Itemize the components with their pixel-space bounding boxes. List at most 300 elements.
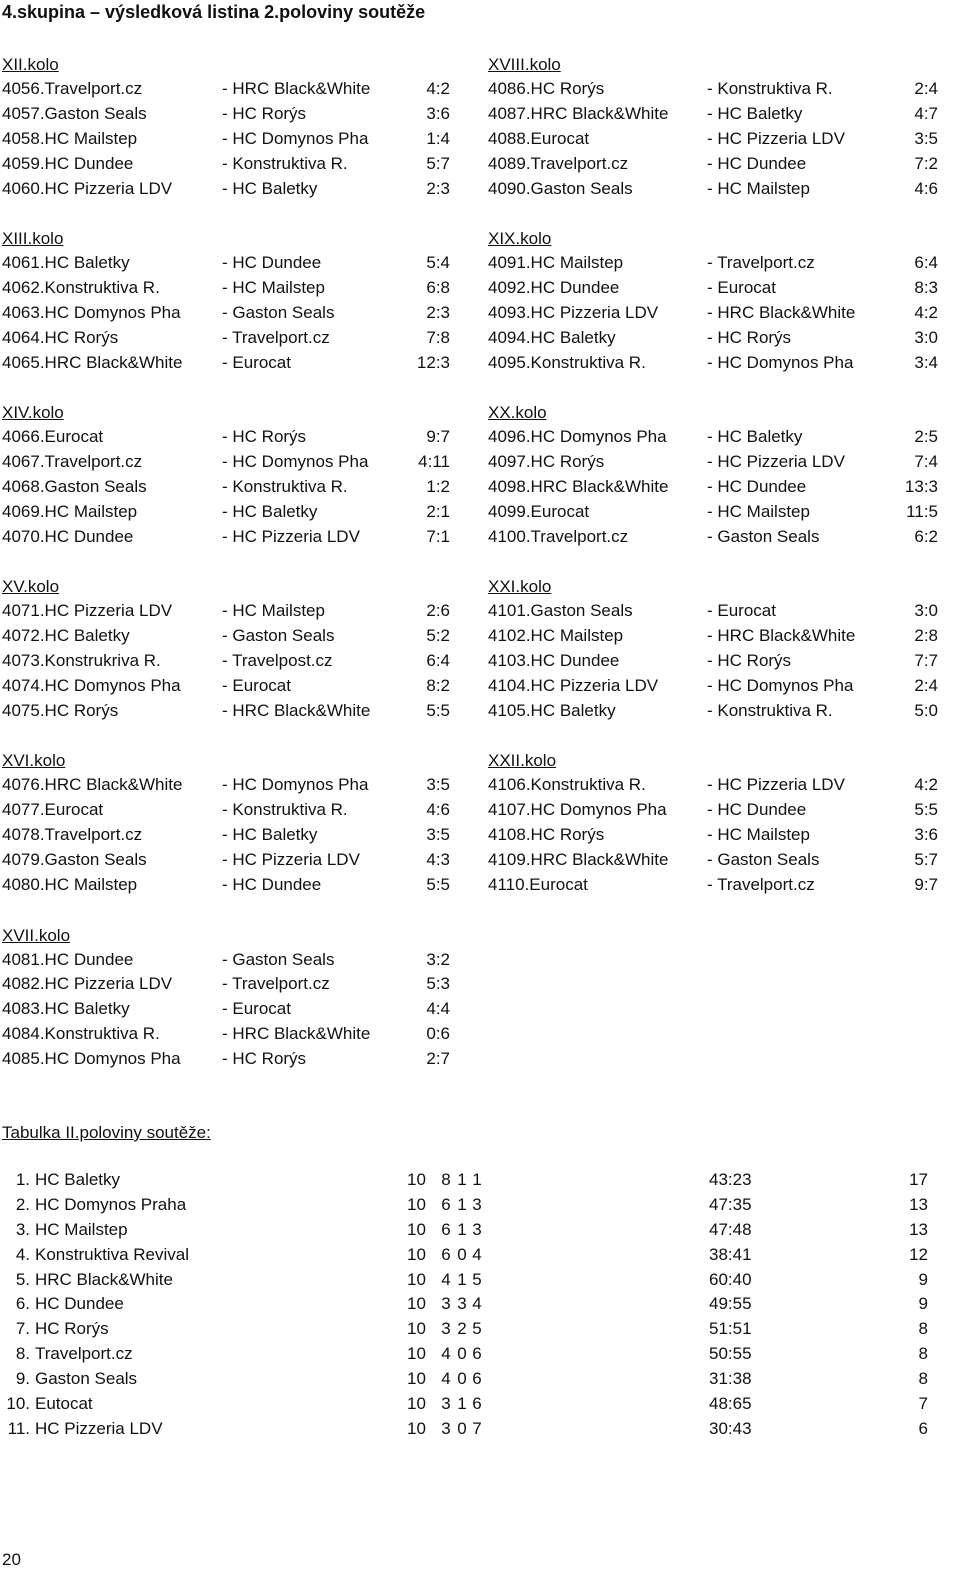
- match-row: [2, 997, 462, 1022]
- match-score: 3:0: [914, 601, 938, 621]
- home-team: 4096.HC Domynos Pha: [488, 427, 667, 447]
- away-team: - HC Rorýs: [707, 327, 792, 347]
- match-row: [2, 475, 462, 500]
- match-row: [2, 873, 462, 898]
- points: 13: [909, 1194, 928, 1214]
- losses: 1: [472, 1170, 482, 1189]
- match-row: [488, 599, 948, 624]
- standings-row: [0, 1367, 945, 1392]
- away-team: - Eurocat: [707, 277, 776, 297]
- home-team: 4070.HC Dundee: [2, 526, 134, 546]
- match-score: 3:6: [426, 103, 450, 123]
- match-score: 3:4: [914, 352, 938, 372]
- standings-row: [0, 1168, 945, 1193]
- match-row: [488, 674, 948, 699]
- away-team: - HRC Black&White: [222, 1024, 371, 1044]
- match-row: [488, 699, 948, 724]
- match-row: [488, 425, 948, 450]
- match-score: 3:5: [914, 128, 938, 148]
- away-team: - Konstruktiva R.: [222, 476, 348, 496]
- points: 8: [918, 1369, 928, 1389]
- wins: 4: [441, 1369, 451, 1389]
- home-team: 4106.Konstruktiva R.: [488, 775, 646, 795]
- games-played: 10: [407, 1418, 426, 1438]
- away-team: - HC Mailstep: [222, 277, 325, 297]
- match-row: [488, 251, 948, 276]
- match-row: [488, 77, 948, 102]
- home-team: 4090.Gaston Seals: [488, 178, 633, 198]
- away-team: - Eurocat: [707, 601, 776, 621]
- match-score: 2:8: [914, 626, 938, 646]
- away-team: - HC Rorýs: [707, 651, 792, 671]
- standings-row: [0, 1243, 945, 1268]
- home-team: 4088.Eurocat: [488, 128, 590, 148]
- match-score: 3:5: [426, 825, 450, 845]
- match-score: 2:6: [426, 601, 450, 621]
- match-row: [2, 102, 462, 127]
- match-score: 0:6: [426, 1024, 450, 1044]
- home-team: 4065.HRC Black&White: [2, 352, 183, 372]
- standings-row: [0, 1317, 945, 1342]
- home-team: 4100.Travelport.cz: [488, 526, 629, 546]
- match-row: [2, 450, 462, 475]
- away-team: - HC Baletky: [222, 501, 318, 521]
- home-team: 4083.HC Baletky: [2, 999, 130, 1019]
- match-score: 4:4: [426, 999, 450, 1019]
- match-score: 8:2: [426, 675, 450, 695]
- match-score: 4:7: [914, 103, 938, 123]
- home-team: 4066.Eurocat: [2, 427, 104, 447]
- points: 9: [918, 1294, 928, 1314]
- round-block: [488, 226, 948, 375]
- draws: 0: [457, 1369, 467, 1389]
- draws: 0: [457, 1418, 467, 1438]
- match-row: [488, 102, 948, 127]
- away-team: - HC Rorýs: [222, 427, 307, 447]
- match-row: [488, 525, 948, 550]
- match-score: 3:0: [914, 327, 938, 347]
- match-row: [2, 77, 462, 102]
- match-score: 6:4: [914, 253, 938, 273]
- draws: 1: [457, 1194, 467, 1214]
- rank: 2.: [15, 1194, 30, 1214]
- games-played: 10: [407, 1269, 426, 1289]
- round-block: [488, 52, 948, 201]
- away-team: - HC Rorýs: [222, 103, 307, 123]
- home-team: 4058.HC Mailstep: [2, 128, 138, 148]
- points: 17: [909, 1170, 928, 1189]
- round-block: [2, 400, 462, 549]
- match-row: [2, 425, 462, 450]
- match-row: [2, 351, 462, 376]
- match-score: 12:3: [416, 352, 450, 372]
- match-score: 9:7: [426, 427, 450, 447]
- home-team: 4074.HC Domynos Pha: [2, 675, 181, 695]
- match-score: 4:11: [418, 452, 450, 472]
- round-label: XVII.kolo: [2, 925, 71, 945]
- away-team: - HC Dundee: [707, 800, 807, 820]
- away-team: - Gaston Seals: [222, 949, 335, 969]
- match-score: 1:2: [426, 476, 450, 496]
- match-score: 5:4: [426, 253, 450, 273]
- away-team: - HC Mailstep: [222, 601, 325, 621]
- home-team: 4063.HC Domynos Pha: [2, 302, 181, 322]
- team-name: HC Mailstep: [35, 1219, 128, 1239]
- away-team: - Eurocat: [222, 675, 291, 695]
- home-team: 4082.HC Pizzeria LDV: [2, 974, 173, 994]
- match-row: [2, 251, 462, 276]
- match-score: 4:2: [914, 302, 938, 322]
- goal-score: 51:51: [709, 1319, 752, 1339]
- losses: 3: [472, 1219, 482, 1239]
- away-team: - HC Baletky: [222, 825, 318, 845]
- match-row: [488, 848, 948, 873]
- rank: 9.: [15, 1369, 30, 1389]
- away-team: - Travelport.cz: [707, 253, 815, 273]
- away-team: - Gaston Seals: [222, 302, 335, 322]
- match-row: [2, 127, 462, 152]
- home-team: 4098.HRC Black&White: [488, 476, 669, 496]
- wins: 3: [441, 1319, 451, 1339]
- away-team: - Gaston Seals: [707, 526, 820, 546]
- match-row: [2, 525, 462, 550]
- match-score: 7:8: [426, 327, 450, 347]
- losses: 6: [472, 1394, 482, 1414]
- match-row: [488, 773, 948, 798]
- match-score: 6:8: [426, 277, 450, 297]
- draws: 3: [457, 1294, 467, 1314]
- match-row: [2, 773, 462, 798]
- match-score: 1:4: [426, 128, 450, 148]
- match-score: 9:7: [914, 874, 938, 894]
- points: 6: [918, 1418, 928, 1438]
- match-row: [2, 848, 462, 873]
- match-score: 3:5: [426, 775, 450, 795]
- home-team: 4072.HC Baletky: [2, 626, 130, 646]
- away-team: - HC Domynos Pha: [222, 128, 369, 148]
- rank: 4.: [15, 1244, 30, 1264]
- away-team: - HC Dundee: [222, 253, 322, 273]
- home-team: 4073.Konstrukriva R.: [2, 651, 161, 671]
- away-team: - Eurocat: [222, 352, 291, 372]
- team-name: Travelport.cz: [35, 1344, 133, 1364]
- away-team: - HC Domynos Pha: [222, 775, 369, 795]
- home-team: 4107.HC Domynos Pha: [488, 800, 667, 820]
- home-team: 4084.Konstruktiva R.: [2, 1024, 160, 1044]
- match-score: 2:3: [426, 302, 450, 322]
- losses: 4: [472, 1244, 482, 1264]
- home-team: 4104.HC Pizzeria LDV: [488, 675, 659, 695]
- goal-score: 48:65: [709, 1394, 752, 1414]
- match-row: [2, 599, 462, 624]
- team-name: Eutocat: [35, 1394, 93, 1414]
- home-team: 4077.Eurocat: [2, 800, 104, 820]
- home-team: 4061.HC Baletky: [2, 253, 130, 273]
- points: 8: [918, 1319, 928, 1339]
- home-team: 4101.Gaston Seals: [488, 601, 633, 621]
- games-played: 10: [407, 1369, 426, 1389]
- wins: 4: [441, 1344, 451, 1364]
- round-label: XIV.kolo: [2, 403, 64, 423]
- home-team: 4069.HC Mailstep: [2, 501, 138, 521]
- match-row: [488, 873, 948, 898]
- wins: 3: [441, 1394, 451, 1414]
- goal-score: 31:38: [709, 1369, 752, 1389]
- match-row: [2, 699, 462, 724]
- away-team: - HC Rorýs: [222, 1049, 307, 1069]
- match-row: [2, 276, 462, 301]
- rank: 10.: [6, 1394, 30, 1414]
- away-team: - HC Pizzeria LDV: [222, 850, 360, 870]
- match-score: 2:5: [914, 427, 938, 447]
- away-team: - HC Dundee: [707, 153, 807, 173]
- page-number: 20: [2, 1550, 21, 1569]
- away-team: - HC Dundee: [222, 874, 322, 894]
- match-row: [488, 500, 948, 525]
- away-team: - Travelpost.cz: [222, 651, 333, 671]
- match-row: [2, 674, 462, 699]
- away-team: - HC Mailstep: [707, 501, 810, 521]
- match-score: 5:5: [426, 874, 450, 894]
- away-team: - Gaston Seals: [707, 850, 820, 870]
- match-row: [488, 351, 948, 376]
- home-team: 4095.Konstruktiva R.: [488, 352, 646, 372]
- games-played: 10: [407, 1319, 426, 1339]
- wins: 6: [441, 1194, 451, 1214]
- match-row: [488, 624, 948, 649]
- match-score: 4:2: [426, 79, 450, 98]
- games-played: 10: [407, 1170, 426, 1189]
- rank: 6.: [15, 1294, 30, 1314]
- away-team: - HC Pizzeria LDV: [707, 452, 845, 472]
- losses: 5: [472, 1269, 482, 1289]
- home-team: 4089.Travelport.cz: [488, 153, 629, 173]
- team-name: HC Pizzeria LDV: [35, 1418, 163, 1438]
- rank: 5.: [15, 1269, 30, 1289]
- match-row: [488, 823, 948, 848]
- match-row: [2, 972, 462, 997]
- match-score: 3:6: [914, 825, 938, 845]
- points: 7: [918, 1394, 928, 1414]
- away-team: - HC Domynos Pha: [707, 352, 854, 372]
- match-score: 13:3: [904, 476, 938, 496]
- away-team: - HC Domynos Pha: [222, 452, 369, 472]
- draws: 1: [457, 1394, 467, 1414]
- home-team: 4075.HC Rorýs: [2, 700, 119, 720]
- match-score: 2:7: [426, 1049, 450, 1069]
- match-score: 5:7: [426, 153, 450, 173]
- home-team: 4086.HC Rorýs: [488, 79, 605, 98]
- points: 9: [918, 1269, 928, 1289]
- standings-table: [0, 1168, 945, 1442]
- home-team: 4060.HC Pizzeria LDV: [2, 178, 173, 198]
- home-team: 4102.HC Mailstep: [488, 626, 624, 646]
- games-played: 10: [407, 1394, 426, 1414]
- round-block: [2, 52, 462, 201]
- match-row: [2, 1022, 462, 1047]
- away-team: - HRC Black&White: [222, 700, 371, 720]
- home-team: 4071.HC Pizzeria LDV: [2, 601, 173, 621]
- home-team: 4062.Konstruktiva R.: [2, 277, 160, 297]
- home-team: 4068.Gaston Seals: [2, 476, 147, 496]
- match-row: [488, 475, 948, 500]
- home-team: 4103.HC Dundee: [488, 651, 620, 671]
- standings-row: [0, 1417, 945, 1442]
- away-team: - Konstruktiva R.: [707, 700, 833, 720]
- match-row: [488, 798, 948, 823]
- away-team: - HRC Black&White: [707, 302, 856, 322]
- match-row: [2, 177, 462, 202]
- rank: 8.: [15, 1344, 30, 1364]
- goal-score: 38:41: [709, 1244, 752, 1264]
- match-score: 7:1: [426, 526, 450, 546]
- losses: 6: [472, 1369, 482, 1389]
- wins: 3: [441, 1294, 451, 1314]
- goal-score: 30:43: [709, 1418, 752, 1438]
- points: 12: [909, 1244, 928, 1264]
- away-team: - HC Domynos Pha: [707, 675, 854, 695]
- match-row: [488, 127, 948, 152]
- losses: 5: [472, 1319, 482, 1339]
- match-score: 8:3: [914, 277, 938, 297]
- match-row: [488, 152, 948, 177]
- match-score: 7:4: [914, 452, 938, 472]
- rank: 7.: [15, 1319, 30, 1339]
- home-team: 4078.Travelport.cz: [2, 825, 143, 845]
- goal-score: 49:55: [709, 1294, 752, 1314]
- match-score: 5:5: [914, 800, 938, 820]
- match-score: 5:0: [914, 700, 938, 720]
- match-row: [2, 948, 462, 973]
- home-team: 4091.HC Mailstep: [488, 253, 624, 273]
- match-score: 2:4: [914, 675, 938, 695]
- match-row: [2, 500, 462, 525]
- round-block: [488, 748, 948, 897]
- losses: 7: [472, 1418, 482, 1438]
- away-team: - Travelport.cz: [222, 974, 330, 994]
- wins: 3: [441, 1418, 451, 1438]
- games-played: 10: [407, 1294, 426, 1314]
- team-name: Gaston Seals: [35, 1369, 138, 1389]
- home-team: 4064.HC Rorýs: [2, 327, 119, 347]
- match-score: 5:5: [426, 700, 450, 720]
- match-score: 4:6: [426, 800, 450, 820]
- standings-row: [0, 1392, 945, 1417]
- goal-score: 50:55: [709, 1344, 752, 1364]
- wins: 8: [441, 1170, 451, 1189]
- away-team: - HC Pizzeria LDV: [222, 526, 360, 546]
- goal-score: 47:48: [709, 1219, 752, 1239]
- home-team: 4076.HRC Black&White: [2, 775, 183, 795]
- match-score: 2:4: [914, 79, 938, 98]
- draws: 2: [457, 1319, 467, 1339]
- round-block: [488, 574, 948, 723]
- wins: 4: [441, 1269, 451, 1289]
- home-team: 4085.HC Domynos Pha: [2, 1049, 181, 1069]
- home-team: 4067.Travelport.cz: [2, 452, 143, 472]
- away-team: - Konstruktiva R.: [222, 800, 348, 820]
- match-score: 4:3: [426, 850, 450, 870]
- home-team: 4056.Travelport.cz: [2, 79, 143, 98]
- draws: 0: [457, 1244, 467, 1264]
- match-row: [2, 823, 462, 848]
- away-team: - HC Baletky: [707, 427, 803, 447]
- team-name: HC Domynos Praha: [35, 1194, 187, 1214]
- match-row: [488, 301, 948, 326]
- losses: 4: [472, 1294, 482, 1314]
- home-team: 4105.HC Baletky: [488, 700, 616, 720]
- page-title: 4.skupina – výsledková listina 2.poloviny soutěže: [2, 2, 426, 22]
- round-block: [2, 574, 462, 723]
- match-row: [2, 798, 462, 823]
- home-team: 4059.HC Dundee: [2, 153, 134, 173]
- goal-score: 43:23: [709, 1170, 752, 1189]
- draws: 1: [457, 1170, 467, 1189]
- home-team: 4087.HRC Black&White: [488, 103, 669, 123]
- match-score: 2:3: [426, 178, 450, 198]
- match-row: [2, 301, 462, 326]
- points: 13: [909, 1219, 928, 1239]
- away-team: - Konstruktiva R.: [222, 153, 348, 173]
- losses: 3: [472, 1194, 482, 1214]
- round-label: XX.kolo: [488, 403, 547, 423]
- round-block: [2, 923, 462, 1072]
- away-team: - Travelport.cz: [222, 327, 330, 347]
- match-row: [2, 326, 462, 351]
- away-team: - HC Baletky: [707, 103, 803, 123]
- games-played: 10: [407, 1219, 426, 1239]
- team-name: Konstruktiva Revival: [35, 1244, 190, 1264]
- games-played: 10: [407, 1194, 426, 1214]
- round-label: XVI.kolo: [2, 751, 66, 771]
- goal-score: 47:35: [709, 1194, 752, 1214]
- match-row: [2, 152, 462, 177]
- round-label: XXI.kolo: [488, 577, 552, 597]
- standings-row: [0, 1342, 945, 1367]
- home-team: 4080.HC Mailstep: [2, 874, 138, 894]
- match-row: [2, 1047, 462, 1072]
- away-team: - Eurocat: [222, 999, 291, 1019]
- home-team: 4057.Gaston Seals: [2, 103, 147, 123]
- round-label: XVIII.kolo: [488, 55, 561, 74]
- draws: 0: [457, 1344, 467, 1364]
- match-score: 5:7: [914, 850, 938, 870]
- home-team: 4108.HC Rorýs: [488, 825, 605, 845]
- standings-title: Tabulka II.poloviny soutěže:: [2, 1123, 211, 1142]
- match-score: 7:7: [914, 651, 938, 671]
- home-team: 4110.Eurocat: [488, 874, 588, 894]
- match-score: 3:2: [426, 949, 450, 969]
- round-label: XIII.kolo: [2, 229, 64, 249]
- away-team: - Konstruktiva R.: [707, 79, 833, 98]
- round-block: [2, 748, 462, 897]
- round-label: XIX.kolo: [488, 229, 552, 249]
- home-team: 4092.HC Dundee: [488, 277, 620, 297]
- home-team: 4094.HC Baletky: [488, 327, 616, 347]
- standings-row: [0, 1268, 945, 1293]
- match-score: 4:2: [914, 775, 938, 795]
- away-team: - HRC Black&White: [707, 626, 856, 646]
- home-team: 4079.Gaston Seals: [2, 850, 147, 870]
- rank: 1.: [15, 1170, 30, 1189]
- standings-row: [0, 1193, 945, 1218]
- rank: 11.: [7, 1418, 30, 1438]
- match-score: 5:2: [426, 626, 450, 646]
- away-team: - Gaston Seals: [222, 626, 335, 646]
- team-name: HC Baletky: [35, 1170, 121, 1189]
- team-name: HRC Black&White: [35, 1269, 173, 1289]
- match-row: [488, 649, 948, 674]
